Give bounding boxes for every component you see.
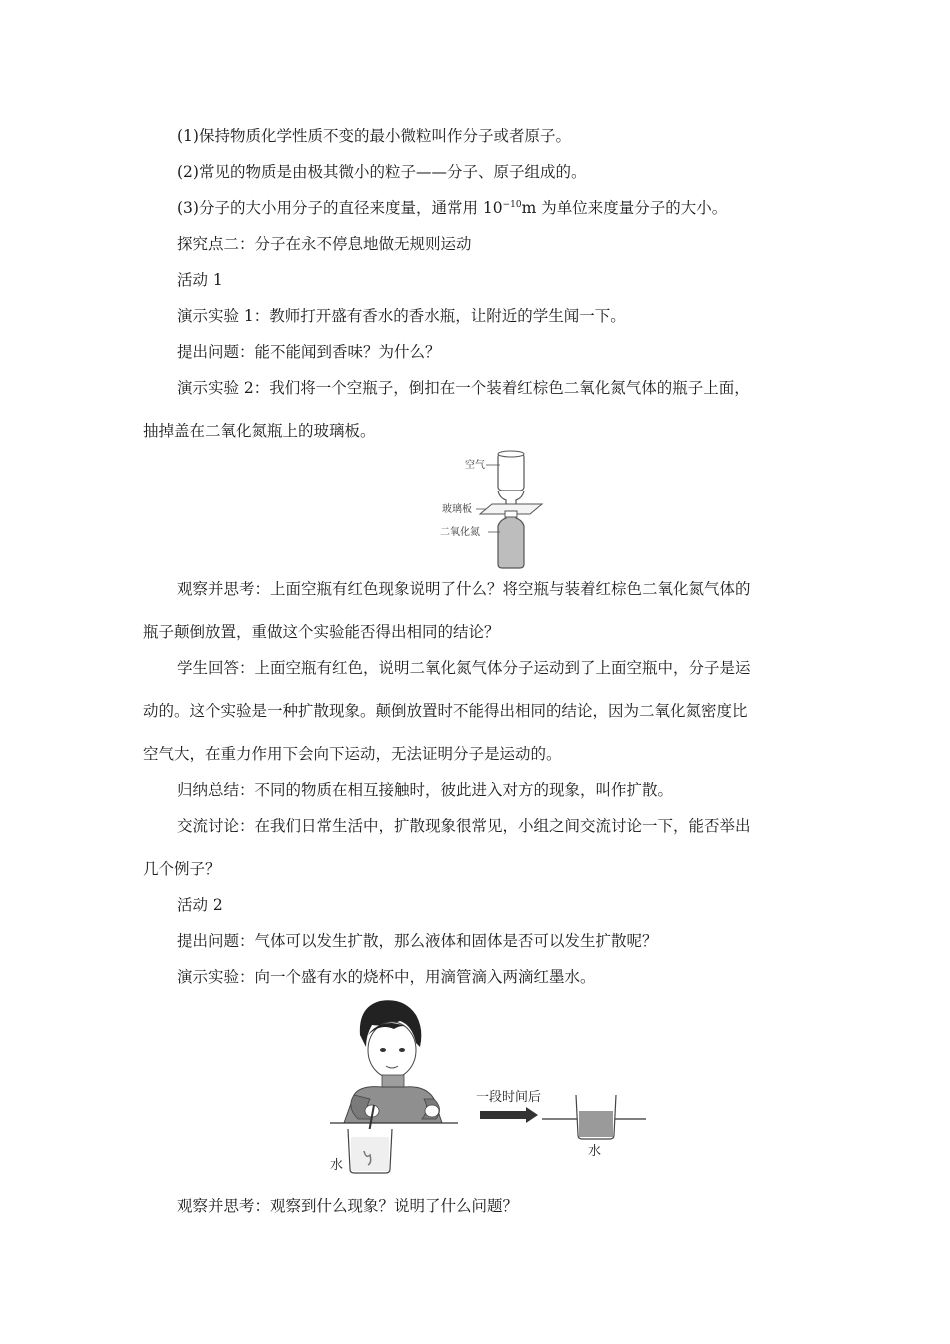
activity-heading: 活动 2 [177,896,223,914]
lower-bottle [498,514,524,568]
student-eye [380,1048,386,1052]
student-face [368,1022,416,1078]
beaker-right-colored-water [579,1111,613,1137]
paragraph-continued: 空气大，在重力作用下会向下运动，无法证明分子是运动的。 [143,745,562,763]
paragraph: 演示实验 1：教师打开盛有香水的香水瓶，让附近的学生闻一下。 [177,307,626,325]
label-water-right: 水 [588,1144,602,1159]
paragraph: 演示实验 2：我们将一个空瓶子，倒扣在一个装着红棕色二氧化氮气体的瓶子上面， [177,379,750,397]
section-heading: 探究点二：分子在永不停息地做无规则运动 [177,235,472,253]
paragraph: 观察并思考：上面空瓶有红色现象说明了什么？将空瓶与装着红棕色二氧化氮气体的 [177,580,751,598]
paragraph-continued: 几个例子？ [143,860,221,878]
arrow-icon [480,1107,538,1123]
paragraph: 提出问题：气体可以发生扩散，那么液体和固体是否可以发生扩散呢？ [177,932,658,950]
paragraph-text: (3)分子的大小用分子的直径来度量，通常用 10 [177,199,503,217]
paragraph: (2)常见的物质是由极其微小的粒子——分子、原子组成的。 [177,163,587,181]
lower-bottle-mouth [505,511,517,517]
activity-heading: 活动 1 [177,271,223,289]
paragraph: 交流讨论：在我们日常生活中，扩散现象很常见，小组之间交流讨论一下，能否举出 [177,817,751,835]
ink-diffusion-figure [320,995,660,1175]
upper-bottle-base [498,451,524,457]
paragraph: 演示实验：向一个盛有水的烧杯中，用滴管滴入两滴红墨水。 [177,968,596,986]
exponent: −10 [502,199,522,210]
upper-bottle [498,453,524,491]
paragraph-continued: 抽掉盖在二氧化氮瓶上的玻璃板。 [143,422,376,440]
label-water-left: 水 [330,1158,344,1173]
paragraph: 提出问题：能不能闻到香味？为什么？ [177,343,441,361]
paragraph-text: m 为单位来度量分子的大小。 [521,199,728,217]
paragraph: 观察并思考：观察到什么现象？说明了什么问题？ [177,1197,519,1215]
label-after-time: 一段时间后 [476,1090,542,1105]
label-glass-plate: 玻璃板 [442,504,472,515]
student-eye [399,1048,405,1052]
summary-paragraph: 归纳总结：不同的物质在相互接触时，彼此进入对方的现象，叫作扩散。 [177,781,674,799]
student-hand [425,1105,439,1117]
paragraph-continued: 动的。这个实验是一种扩散现象。颠倒放置时不能得出相同的结论，因为二氧化氮密度比 [143,702,748,720]
label-air: 空气 [465,460,485,471]
label-no2: 二氧化氮 [440,527,480,538]
paragraph-continued: 瓶子颠倒放置，重做这个实验能否得出相同的结论？ [143,623,500,641]
paragraph [177,197,842,219]
bottle-diffusion-figure [430,448,550,574]
paragraph: (1)保持物质化学性质不变的最小微粒叫作分子或者原子。 [177,127,571,145]
paragraph: 学生回答：上面空瓶有红色，说明二氧化氮气体分子运动到了上面空瓶中，分子是运 [177,659,751,677]
